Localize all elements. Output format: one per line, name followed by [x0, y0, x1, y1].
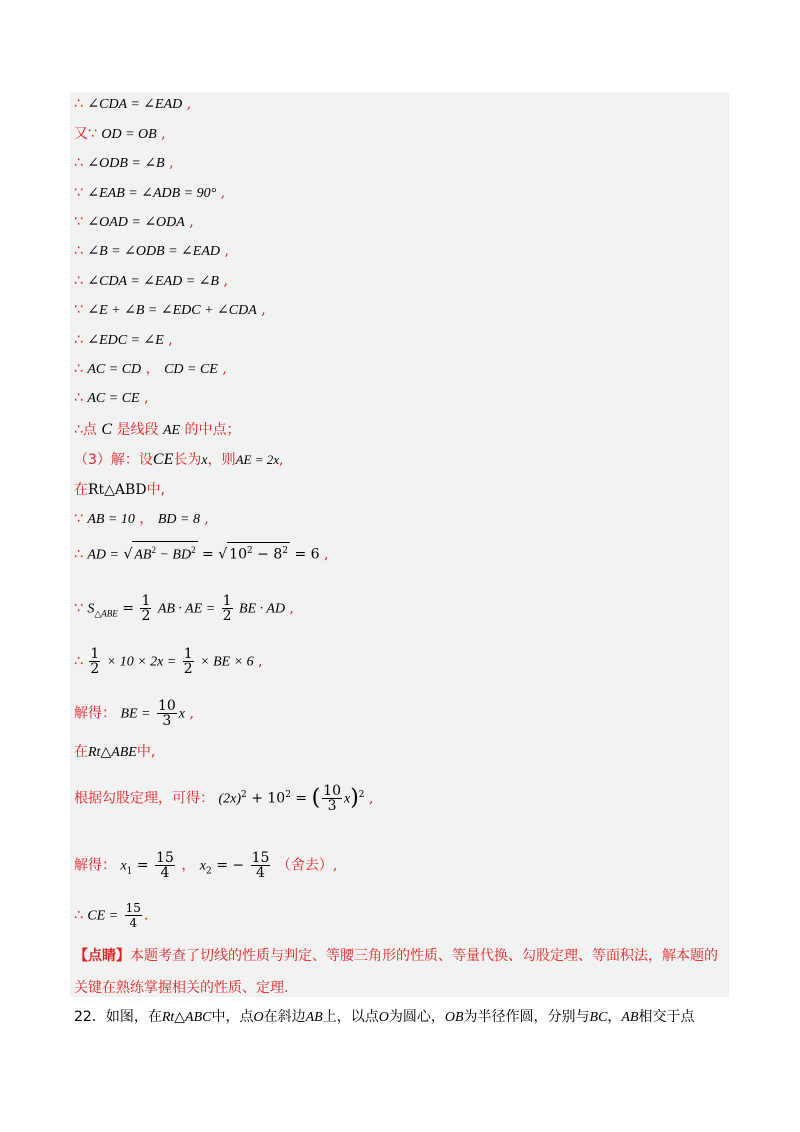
math-expr: AB · AE = [157, 601, 216, 617]
punct: , [144, 390, 149, 406]
math-expr: × BE × 6 [200, 654, 254, 670]
text: 中，点 [211, 1009, 254, 1025]
because-symbol: 又∵ [74, 126, 97, 142]
because-symbol: ∵ [74, 302, 83, 318]
separator: ， [145, 361, 160, 377]
text: ，则 [207, 452, 236, 468]
fraction: $\frac{15}{4}$ [156, 850, 174, 881]
proof-line-9 [74, 330, 173, 351]
therefore-symbol: ∴ [74, 332, 83, 348]
equals: = [202, 546, 214, 563]
text: 在斜边 [263, 1009, 306, 1025]
equals: = [295, 790, 308, 807]
therefore-symbol: ∴ [74, 390, 83, 406]
math-expr: Rt△ABD [88, 482, 147, 498]
math-expr: AC = CD [87, 362, 142, 377]
math-var: CE [152, 451, 174, 468]
fraction: $\frac{1}{2}$ [183, 646, 193, 677]
text: 中, [136, 744, 156, 760]
text: 在 [74, 482, 88, 498]
proof-line-23 [74, 901, 148, 930]
comment-block [74, 940, 726, 1004]
punct: , [222, 361, 227, 377]
therefore-symbol: ∴ [74, 243, 83, 259]
proof-line-11 [74, 388, 149, 409]
punct: , [168, 332, 173, 348]
math-expr: Rt△ABC [161, 1010, 212, 1025]
fraction: $\frac{1}{2}$ [90, 646, 100, 677]
text: （3）解：设 [74, 452, 153, 468]
punct: , [189, 214, 194, 230]
punct: , [324, 546, 329, 563]
math-expr: ∠EDC = ∠E [87, 333, 164, 348]
question-22 [74, 1006, 695, 1029]
proof-line-5 [74, 212, 194, 233]
math-expr: CE = [87, 908, 119, 924]
area-subscript: △ABE [94, 608, 118, 619]
math-var: x [343, 791, 351, 807]
math-expr: AB = 10 [87, 512, 135, 527]
punct: , [186, 96, 192, 112]
punct: , [224, 243, 229, 259]
punct: , [204, 511, 209, 527]
math-expr: × 10 × 2x = [106, 654, 177, 670]
proof-line-12 [74, 420, 241, 441]
math-expr: ∠CDA = ∠EAD = ∠B [87, 274, 219, 289]
punct: , [189, 705, 194, 722]
punct: . [143, 907, 149, 924]
therefore-symbol: ∴ [74, 907, 83, 924]
text: 为半径作圆，分别与 [463, 1009, 590, 1025]
math-expr: OD = OB [101, 127, 157, 142]
math-expr: AE = 2x [235, 452, 280, 467]
punct: , [279, 452, 284, 468]
separator: ， [181, 857, 196, 874]
because-symbol: ∵ [74, 511, 83, 527]
punct: , [289, 600, 294, 617]
proof-line-21: 根据勾股定理，可得： $(2x)^2 + 10^2$ = ( $\frac{10}{3}$ x)$^2$ , [74, 783, 374, 814]
proof-line-6 [74, 241, 229, 262]
proof-line-15 [74, 509, 209, 530]
comment-text: 本题考查了切线的性质与判定、等腰三角形的性质、等量代换、勾股定理、等面积法，解本题的关键在熟练掌握相关的性质、定理. [74, 948, 718, 996]
math-var: C [101, 421, 113, 438]
fraction: $\frac{1}{2}$ [222, 593, 232, 624]
math-expr: BE = [120, 706, 151, 722]
math-var: x [178, 706, 186, 722]
sqrt-term: $10^2 - 8^2$ [227, 542, 290, 563]
math-var: AE [162, 423, 181, 438]
proof-line-19 [74, 699, 194, 728]
text: 相交于点 [638, 1009, 695, 1025]
math-expr: (2x) [218, 791, 241, 807]
area-symbol: S [87, 601, 95, 617]
text: 的中点； [184, 422, 241, 438]
math-var: x [199, 858, 206, 874]
text: 长为 [173, 452, 202, 468]
punct: , [220, 185, 226, 201]
rejected-note: （舍去） [276, 857, 333, 874]
math-expr: AC = CE [87, 391, 140, 406]
because-symbol: ∵ [74, 600, 83, 617]
proof-line-10 [74, 359, 227, 380]
proof-line-1 [74, 94, 191, 115]
math-var: x [201, 453, 208, 468]
math-expr: BD = 8 [157, 512, 200, 527]
question-number: 22．如图，在 [74, 1009, 162, 1025]
fraction: $\frac{15}{4}$ [125, 901, 141, 930]
proof-line-8 [74, 300, 266, 321]
equals: = [122, 600, 134, 617]
text: 点 [82, 422, 97, 438]
math-var: O [253, 1010, 264, 1025]
math-expr: ∠ODB = ∠B [87, 156, 165, 171]
text: 上，以点 [322, 1009, 379, 1025]
because-symbol: ∵ [74, 214, 83, 230]
math-expr: AD = [87, 547, 119, 563]
proof-line-3 [74, 153, 174, 174]
therefore-symbol: ∴ [74, 155, 83, 171]
therefore-symbol: ∴ [74, 546, 83, 563]
equals: = [136, 857, 149, 874]
therefore-symbol: ∴ [74, 361, 83, 377]
equals: = − [216, 857, 245, 874]
fraction: $\frac{1}{2}$ [141, 593, 151, 624]
punct: , [169, 155, 174, 171]
math-expr: ∠B = ∠ODB = ∠EAD [87, 244, 220, 259]
proof-line-13 [74, 450, 283, 471]
punct: , [261, 302, 266, 318]
proof-line-20 [74, 742, 155, 763]
pythagoras-label: 根据勾股定理，可得： [74, 790, 214, 807]
text: ， [607, 1009, 622, 1025]
therefore-symbol: ∴ [74, 273, 83, 289]
comment-tag: 【点睛】 [74, 948, 130, 964]
fraction: $\frac{15}{4}$ [251, 850, 270, 881]
proof-line-18 [74, 647, 263, 676]
therefore-symbol: ∴ [74, 422, 83, 438]
sqrt-term: $AB^2 - BD^2$ [132, 541, 197, 564]
separator: ， [139, 511, 154, 527]
text: 是线段 [116, 422, 159, 438]
punct: , [223, 273, 228, 289]
because-symbol: ∵ [74, 185, 83, 201]
punct: , [368, 790, 374, 807]
math-expr: ∠OAD = ∠ODA [87, 215, 185, 230]
punct: , [332, 857, 338, 874]
proof-line-17 [74, 594, 294, 623]
math-var: O [378, 1010, 389, 1025]
math-expr: + 10 [251, 790, 286, 807]
proof-line-14 [74, 480, 165, 500]
solve-label: 解得： [74, 705, 116, 722]
proof-line-16: ∴ AD = √ $AB^2 - BD^2$ = √ $10^2 - 8^2 = 6$ , [74, 541, 328, 566]
text: 中, [146, 482, 166, 498]
fraction: $\frac{10}{3}$ [157, 698, 176, 729]
math-var: x [120, 858, 127, 874]
math-var: OB [444, 1010, 464, 1025]
math-expr: CD = CE [164, 362, 218, 377]
proof-line-7 [74, 271, 228, 292]
fraction: $\frac{10}{3}$ [323, 783, 341, 814]
math-var: BC [589, 1010, 608, 1025]
text: 为圆心， [388, 1009, 445, 1025]
math-var: AB [305, 1010, 323, 1025]
math-expr: ∠CDA = ∠EAD [87, 97, 183, 112]
solve-label: 解得： [74, 857, 116, 874]
text: 在 [74, 744, 88, 760]
math-expr: ∠EAB = ∠ADB = 90° [87, 186, 217, 201]
punct: , [161, 126, 166, 142]
proof-line-4 [74, 183, 225, 204]
punct: , [258, 653, 263, 670]
math-expr: Rt△ABE [88, 745, 137, 760]
therefore-symbol: ∴ [74, 96, 83, 112]
math-expr: = 6 [294, 546, 320, 563]
math-var: AB [621, 1010, 639, 1025]
math-expr: ∠E + ∠B = ∠EDC + ∠CDA [87, 303, 257, 318]
proof-line-22: 解得： $x_1$ = $\frac{15}{4}$ ， $x_2$ = − $\frac{15}{4}$ （舍去）, [74, 850, 338, 881]
math-expr: BE · AD [239, 601, 286, 617]
proof-line-2 [74, 124, 166, 145]
therefore-symbol: ∴ [74, 653, 83, 670]
